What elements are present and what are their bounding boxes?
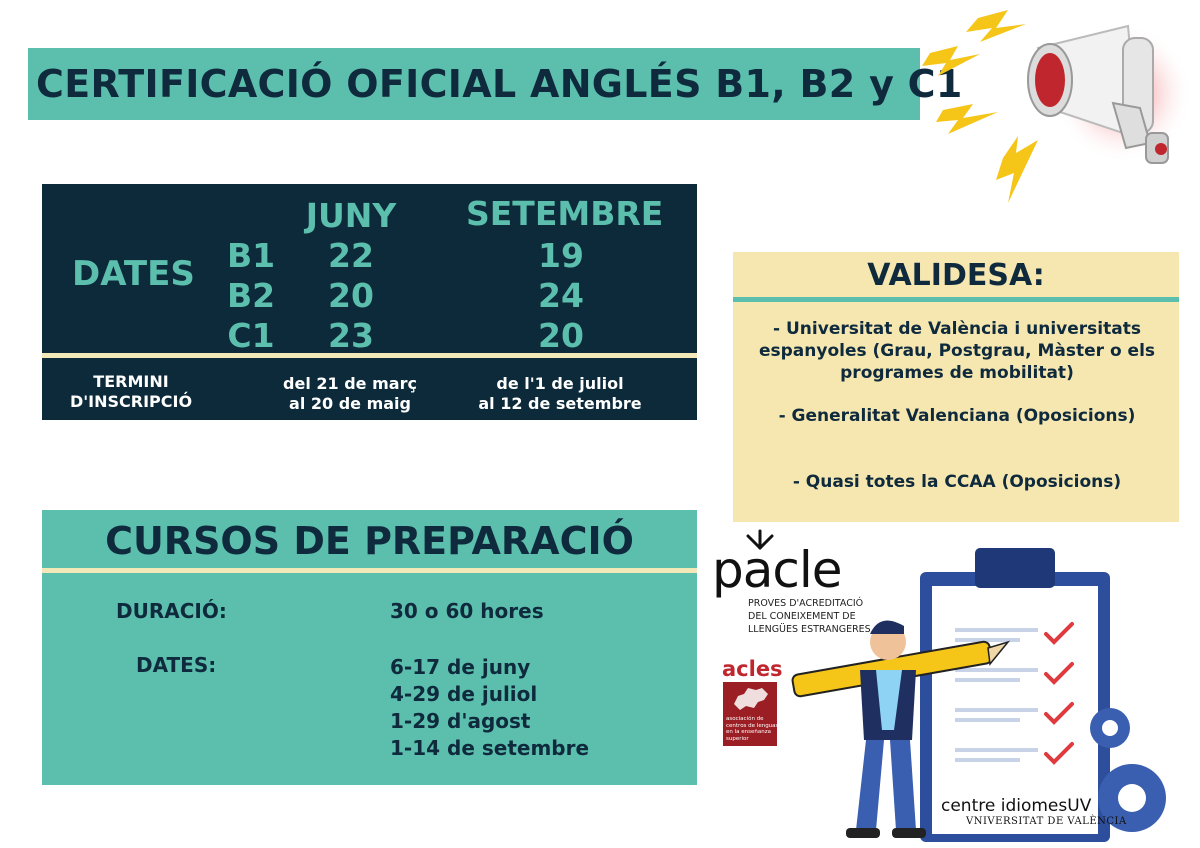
termini-juny-line1: del 21 de març bbox=[283, 374, 417, 393]
acles-subtitle bbox=[726, 716, 778, 742]
page-title: CERTIFICACIÓ OFICIAL ANGLÉS B1, B2 y C1 bbox=[36, 62, 963, 106]
duracio-value: 30 o 60 hores bbox=[390, 599, 544, 623]
europe-map-icon bbox=[728, 684, 772, 714]
cursos-divider bbox=[42, 568, 697, 573]
cursos-date-4: 1-14 de setembre bbox=[390, 736, 590, 760]
cursos-date-1: 6-17 de juny bbox=[390, 655, 531, 679]
pacle-subtitle-line1: PROVES D'ACREDITACIÓ bbox=[748, 598, 864, 609]
dates-label: DATES bbox=[72, 254, 195, 294]
centre-idiomes-text: centre idiomes bbox=[941, 796, 1068, 816]
level-b2: B2 bbox=[226, 276, 276, 315]
validesa-item-3: - Quasi totes la CCAA (Oposicions) bbox=[792, 472, 1122, 492]
acles-sub-line1: asociación de bbox=[726, 716, 764, 722]
termini-label-line2: D'INSCRIPCIÓ bbox=[69, 392, 193, 411]
universitat-valencia-logo: VNIVERSITAT DE VALÈNCIA bbox=[966, 816, 1127, 827]
cursos-date-3: 1-29 d'agost bbox=[390, 709, 531, 733]
validesa-item-1-line1: - Universitat de València i universitats bbox=[773, 319, 1141, 339]
date-juny-b1: 22 bbox=[328, 236, 374, 275]
termini-juny-line2: al 20 de maig bbox=[289, 394, 411, 413]
column-header-setembre: SETEMBRE bbox=[466, 194, 664, 233]
termini-setembre-line1: de l'1 de juliol bbox=[496, 374, 624, 393]
pacle-subtitle-line2: DEL CONEIXEMENT DE bbox=[748, 611, 856, 622]
date-setembre-b2: 24 bbox=[538, 276, 584, 315]
date-juny-b2: 20 bbox=[328, 276, 374, 315]
pacle-subtitle-line3: LLENGÜES ESTRANGERES bbox=[748, 624, 871, 635]
acles-sub-line2: centros de lenguas bbox=[726, 722, 779, 729]
termini-label-line1: TERMINI bbox=[93, 372, 169, 391]
acles-logo: acles bbox=[722, 657, 783, 681]
pacle-rays-icon bbox=[740, 528, 780, 550]
level-b1: B1 bbox=[226, 236, 276, 275]
level-c1: C1 bbox=[227, 316, 275, 355]
acles-sub-line3: en la enseñanza bbox=[726, 729, 771, 735]
column-header-juny: JUNY bbox=[305, 196, 397, 235]
validesa-item-1-line3: programes de mobilitat) bbox=[840, 363, 1074, 383]
duracio-label: DURACIÓ: bbox=[116, 599, 227, 623]
cursos-title: CURSOS DE PREPARACIÓ bbox=[105, 519, 634, 563]
megaphone-icon bbox=[918, 8, 1188, 213]
validesa-item-1-line2: espanyoles (Grau, Postgrau, Màster o els bbox=[758, 341, 1156, 361]
pacle-logo: pacle bbox=[712, 541, 842, 599]
termini-setembre-line2: al 12 de setembre bbox=[478, 394, 642, 413]
cursos-dates-label: DATES: bbox=[136, 653, 217, 677]
date-setembre-b1: 19 bbox=[538, 236, 584, 275]
date-setembre-c1: 20 bbox=[538, 316, 584, 355]
validesa-divider bbox=[733, 297, 1179, 302]
date-juny-c1: 23 bbox=[328, 316, 374, 355]
cursos-date-2: 4-29 de juliol bbox=[390, 682, 538, 706]
centre-idiomes-logo bbox=[941, 796, 1091, 816]
centre-idiomes-uv: UV bbox=[1067, 796, 1092, 816]
validesa-title: VALIDESA: bbox=[867, 258, 1045, 293]
validesa-item-2: - Generalitat Valenciana (Oposicions) bbox=[778, 406, 1136, 426]
acles-sub-line4: superior bbox=[726, 735, 749, 742]
